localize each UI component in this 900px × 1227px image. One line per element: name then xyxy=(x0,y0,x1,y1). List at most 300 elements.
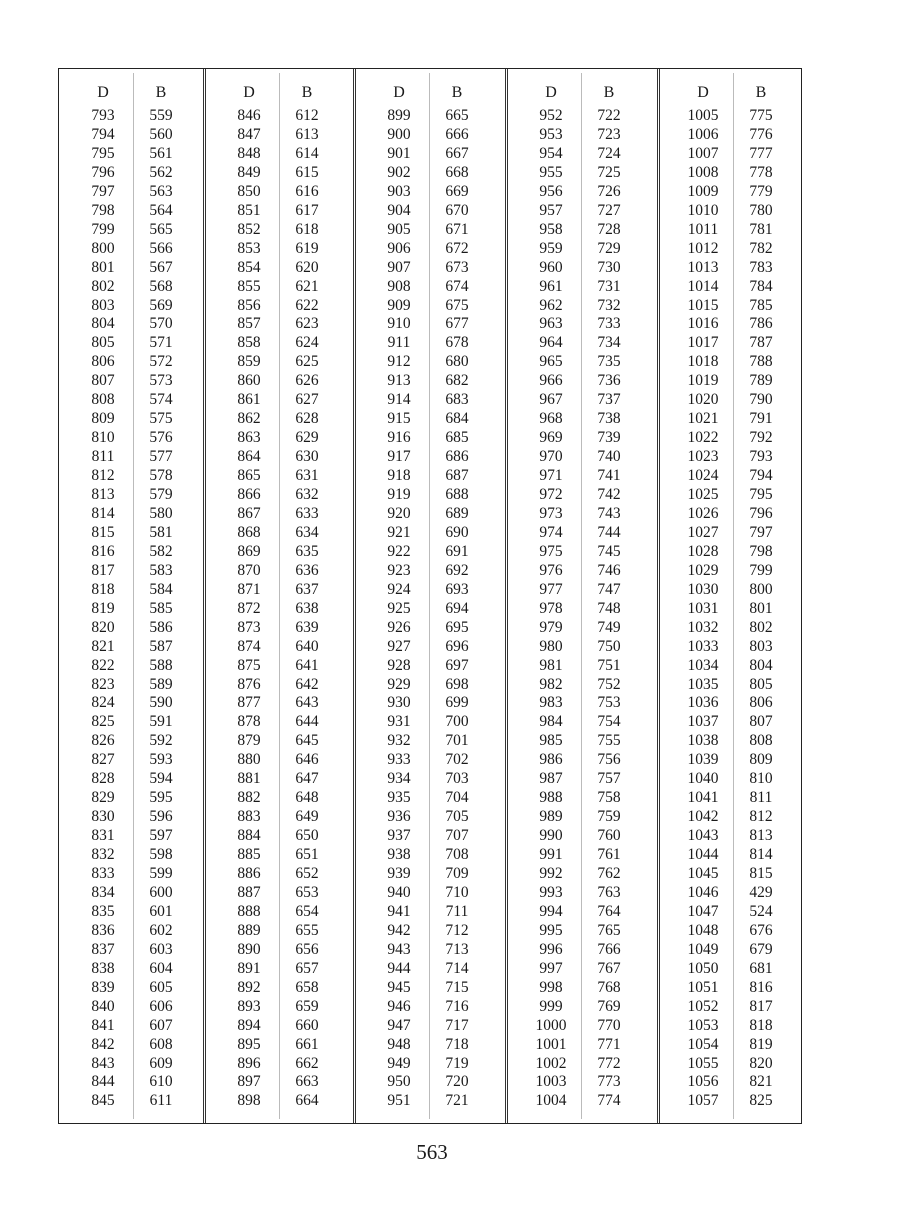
cell-d: 993 xyxy=(539,883,563,901)
cell-d: 994 xyxy=(539,902,563,920)
cell-d: 1016 xyxy=(687,315,719,333)
cell-d: 992 xyxy=(539,865,563,882)
cell-b: 645 xyxy=(295,732,319,750)
cell-d: 1026 xyxy=(687,504,719,522)
cell-d: 814 xyxy=(91,504,115,522)
cell-d: 1030 xyxy=(687,580,719,598)
cell-d: 987 xyxy=(539,770,563,788)
column-divider xyxy=(733,73,734,1119)
cell-d: 933 xyxy=(387,751,411,769)
column-group xyxy=(659,69,805,1123)
cell-b: 632 xyxy=(295,486,319,503)
cell-d: 965 xyxy=(539,353,563,371)
cell-b: 769 xyxy=(597,997,621,1015)
cell-b: 561 xyxy=(149,144,173,162)
cell-d: 922 xyxy=(387,542,411,560)
cell-d: 872 xyxy=(237,599,261,617)
cell-d: 811 xyxy=(91,448,115,466)
cell-d: 794 xyxy=(91,125,115,143)
cell-b: 712 xyxy=(445,921,469,939)
cell-d: 887 xyxy=(237,883,261,901)
d-b-table xyxy=(58,68,802,1124)
cell-b: 798 xyxy=(749,542,773,560)
cell-d: 1044 xyxy=(687,846,719,864)
cell-d: 796 xyxy=(91,163,115,181)
cell-b: 721 xyxy=(445,1092,469,1110)
cell-b: 567 xyxy=(149,258,173,276)
cell-b: 759 xyxy=(597,808,621,826)
cell-b: 675 xyxy=(445,296,469,314)
cell-b: 780 xyxy=(749,201,773,219)
cell-b: 680 xyxy=(445,353,469,371)
cell-d: 826 xyxy=(91,732,115,750)
cell-b: 669 xyxy=(445,182,469,200)
cell-b: 570 xyxy=(149,315,173,333)
cell-b: 560 xyxy=(149,125,173,143)
cell-b: 639 xyxy=(295,618,319,636)
cell-d: 986 xyxy=(539,751,563,769)
cell-d: 800 xyxy=(91,239,115,257)
cell-b: 728 xyxy=(597,220,621,238)
cell-d: 863 xyxy=(237,429,261,447)
cell-d: 1021 xyxy=(687,410,719,428)
cell-d: 913 xyxy=(387,372,411,390)
cell-b: 636 xyxy=(295,561,319,579)
cell-d: 1049 xyxy=(687,940,719,958)
header-b: B xyxy=(155,84,167,101)
cell-d: 935 xyxy=(387,789,411,807)
cell-b: 609 xyxy=(149,1054,173,1072)
cell-b: 658 xyxy=(295,978,319,996)
cell-b: 650 xyxy=(295,827,319,845)
cell-d: 934 xyxy=(387,770,411,788)
cell-b: 599 xyxy=(149,865,173,882)
cell-b: 717 xyxy=(445,1016,469,1034)
cell-d: 868 xyxy=(237,523,261,541)
cell-b: 575 xyxy=(149,410,173,428)
cell-b: 775 xyxy=(749,107,773,124)
cell-d: 1010 xyxy=(687,201,719,219)
cell-d: 816 xyxy=(91,542,115,560)
cell-d: 1052 xyxy=(687,997,719,1015)
page-number: 563 xyxy=(416,1140,448,1164)
cell-b: 592 xyxy=(149,732,173,750)
cell-d: 936 xyxy=(387,808,411,826)
cell-d: 882 xyxy=(237,789,261,807)
cell-b: 591 xyxy=(149,713,173,731)
cell-b: 642 xyxy=(295,675,319,693)
cell-b: 694 xyxy=(445,599,469,617)
cell-d: 893 xyxy=(237,997,261,1015)
cell-b: 727 xyxy=(597,201,621,219)
cell-b: 821 xyxy=(749,1073,773,1091)
cell-d: 903 xyxy=(387,182,411,200)
cell-d: 970 xyxy=(539,448,563,466)
cell-b: 620 xyxy=(295,258,319,276)
cell-b: 585 xyxy=(149,599,173,617)
cell-d: 854 xyxy=(237,258,261,276)
cell-d: 825 xyxy=(91,713,115,731)
cell-d: 837 xyxy=(91,940,115,958)
cell-b: 764 xyxy=(597,902,621,920)
cell-b: 682 xyxy=(445,372,469,390)
cell-b: 652 xyxy=(295,865,319,882)
cell-d: 1041 xyxy=(687,789,719,807)
cell-d: 877 xyxy=(237,694,261,712)
cell-b: 750 xyxy=(597,637,621,655)
cell-d: 963 xyxy=(539,315,563,333)
cell-b: 704 xyxy=(445,789,469,807)
cell-b: 667 xyxy=(445,144,469,162)
cell-d: 919 xyxy=(387,486,411,503)
cell-b: 817 xyxy=(749,997,773,1015)
cell-b: 718 xyxy=(445,1035,469,1053)
cell-b: 816 xyxy=(749,978,773,996)
cell-b: 612 xyxy=(295,107,319,124)
cell-d: 967 xyxy=(539,391,563,409)
cell-b: 757 xyxy=(597,770,621,788)
cell-d: 815 xyxy=(91,523,115,541)
cell-b: 762 xyxy=(597,865,621,882)
cell-d: 940 xyxy=(387,883,411,901)
cell-b: 815 xyxy=(749,865,773,882)
cell-d: 890 xyxy=(237,940,261,958)
cell-b: 577 xyxy=(149,448,173,466)
cell-b: 781 xyxy=(749,220,773,238)
cell-b: 683 xyxy=(445,391,469,409)
cell-b: 752 xyxy=(597,675,621,693)
cell-d: 980 xyxy=(539,637,563,655)
cell-d: 955 xyxy=(539,163,563,181)
cell-d: 1022 xyxy=(687,429,719,447)
cell-d: 926 xyxy=(387,618,411,636)
cell-b: 641 xyxy=(295,656,319,674)
cell-b: 753 xyxy=(597,694,621,712)
cell-d: 969 xyxy=(539,429,563,447)
cell-d: 1024 xyxy=(687,467,719,485)
cell-b: 819 xyxy=(749,1035,773,1053)
cell-b: 801 xyxy=(749,599,773,617)
cell-b: 583 xyxy=(149,561,173,579)
cell-b: 734 xyxy=(597,334,621,352)
cell-b: 707 xyxy=(445,827,469,845)
cell-b: 618 xyxy=(295,220,319,238)
cell-b: 653 xyxy=(295,883,319,901)
cell-b: 749 xyxy=(597,618,621,636)
cell-b: 773 xyxy=(597,1073,621,1091)
cell-b: 579 xyxy=(149,486,173,503)
cell-d: 948 xyxy=(387,1035,411,1053)
cell-b: 638 xyxy=(295,599,319,617)
cell-d: 990 xyxy=(539,827,563,845)
cell-d: 886 xyxy=(237,865,261,882)
cell-b: 644 xyxy=(295,713,319,731)
cell-b: 702 xyxy=(445,751,469,769)
cell-b: 777 xyxy=(749,144,773,162)
cell-b: 791 xyxy=(749,410,773,428)
cell-d: 1038 xyxy=(687,732,719,750)
cell-b: 696 xyxy=(445,637,469,655)
cell-d: 923 xyxy=(387,561,411,579)
cell-b: 795 xyxy=(749,486,773,503)
cell-d: 960 xyxy=(539,258,563,276)
cell-d: 839 xyxy=(91,978,115,996)
header-d: D xyxy=(697,84,709,101)
cell-d: 901 xyxy=(387,144,411,162)
cell-d: 996 xyxy=(539,940,563,958)
cell-d: 945 xyxy=(387,978,411,996)
cell-d: 857 xyxy=(237,315,261,333)
cell-d: 840 xyxy=(91,997,115,1015)
cell-d: 801 xyxy=(91,258,115,276)
cell-d: 964 xyxy=(539,334,563,352)
cell-b: 738 xyxy=(597,410,621,428)
header-b: B xyxy=(603,84,615,101)
cell-d: 892 xyxy=(237,978,261,996)
cell-d: 939 xyxy=(387,865,411,882)
cell-b: 629 xyxy=(295,429,319,447)
group-divider xyxy=(353,69,356,1123)
cell-d: 1020 xyxy=(687,391,719,409)
cell-b: 698 xyxy=(445,675,469,693)
cell-d: 930 xyxy=(387,694,411,712)
cell-b: 679 xyxy=(749,940,773,958)
cell-d: 895 xyxy=(237,1035,261,1053)
cell-b: 559 xyxy=(149,107,173,124)
cell-b: 730 xyxy=(597,258,621,276)
cell-b: 806 xyxy=(749,694,773,712)
cell-b: 630 xyxy=(295,448,319,466)
cell-d: 832 xyxy=(91,846,115,864)
cell-b: 725 xyxy=(597,163,621,181)
cell-d: 1003 xyxy=(535,1073,567,1091)
cell-b: 578 xyxy=(149,467,173,485)
cell-d: 823 xyxy=(91,675,115,693)
cell-b: 754 xyxy=(597,713,621,731)
cell-b: 622 xyxy=(295,296,319,314)
cell-b: 562 xyxy=(149,163,173,181)
cell-b: 677 xyxy=(445,315,469,333)
cell-b: 793 xyxy=(749,448,773,466)
cell-b: 724 xyxy=(597,144,621,162)
cell-b: 710 xyxy=(445,883,469,901)
cell-b: 614 xyxy=(295,144,319,162)
cell-d: 805 xyxy=(91,334,115,352)
cell-d: 827 xyxy=(91,751,115,769)
cell-d: 1001 xyxy=(535,1035,567,1053)
cell-d: 952 xyxy=(539,107,563,124)
cell-b: 688 xyxy=(445,486,469,503)
cell-b: 726 xyxy=(597,182,621,200)
cell-d: 850 xyxy=(237,182,261,200)
cell-b: 729 xyxy=(597,239,621,257)
cell-b: 565 xyxy=(149,220,173,238)
cell-b: 598 xyxy=(149,846,173,864)
cell-d: 1009 xyxy=(687,182,719,200)
cell-b: 733 xyxy=(597,315,621,333)
cell-d: 984 xyxy=(539,713,563,731)
cell-b: 663 xyxy=(295,1073,319,1091)
cell-d: 859 xyxy=(237,353,261,371)
cell-d: 876 xyxy=(237,675,261,693)
cell-d: 795 xyxy=(91,144,115,162)
cell-d: 973 xyxy=(539,504,563,522)
cell-d: 999 xyxy=(539,997,563,1015)
cell-d: 846 xyxy=(237,107,261,124)
cell-d: 1007 xyxy=(687,144,719,162)
cell-b: 646 xyxy=(295,751,319,769)
cell-d: 1034 xyxy=(687,656,719,674)
cell-d: 856 xyxy=(237,296,261,314)
cell-b: 751 xyxy=(597,656,621,674)
cell-b: 662 xyxy=(295,1054,319,1072)
cell-d: 820 xyxy=(91,618,115,636)
cell-b: 568 xyxy=(149,277,173,295)
cell-d: 981 xyxy=(539,656,563,674)
column-divider xyxy=(279,73,280,1119)
column-divider xyxy=(133,73,134,1119)
cell-b: 767 xyxy=(597,959,621,977)
cell-b: 784 xyxy=(749,277,773,295)
cell-d: 954 xyxy=(539,144,563,162)
cell-b: 814 xyxy=(749,846,773,864)
cell-b: 429 xyxy=(749,883,773,901)
cell-b: 802 xyxy=(749,618,773,636)
cell-b: 616 xyxy=(295,182,319,200)
cell-b: 602 xyxy=(149,921,173,939)
cell-b: 761 xyxy=(597,846,621,864)
cell-b: 657 xyxy=(295,959,319,977)
cell-d: 982 xyxy=(539,675,563,693)
cell-b: 573 xyxy=(149,372,173,390)
cell-b: 746 xyxy=(597,561,621,579)
cell-b: 789 xyxy=(749,372,773,390)
cell-b: 607 xyxy=(149,1016,173,1034)
cell-b: 744 xyxy=(597,523,621,541)
cell-b: 624 xyxy=(295,334,319,352)
cell-b: 755 xyxy=(597,732,621,750)
cell-d: 847 xyxy=(237,125,261,143)
cell-b: 782 xyxy=(749,239,773,257)
cell-b: 660 xyxy=(295,1016,319,1034)
cell-d: 797 xyxy=(91,182,115,200)
cell-d: 907 xyxy=(387,258,411,276)
cell-d: 929 xyxy=(387,675,411,693)
cell-d: 861 xyxy=(237,391,261,409)
cell-b: 564 xyxy=(149,201,173,219)
cell-d: 1043 xyxy=(687,827,719,845)
header-b: B xyxy=(301,84,313,101)
cell-b: 563 xyxy=(149,182,173,200)
cell-b: 691 xyxy=(445,542,469,560)
cell-b: 605 xyxy=(149,978,173,996)
cell-d: 843 xyxy=(91,1054,115,1072)
cell-b: 597 xyxy=(149,827,173,845)
cell-d: 818 xyxy=(91,580,115,598)
cell-d: 1027 xyxy=(687,523,719,541)
cell-b: 603 xyxy=(149,940,173,958)
column-group xyxy=(507,69,653,1123)
cell-b: 674 xyxy=(445,277,469,295)
cell-d: 844 xyxy=(91,1073,115,1091)
cell-d: 881 xyxy=(237,770,261,788)
header-d: D xyxy=(97,84,109,101)
cell-b: 635 xyxy=(295,542,319,560)
cell-d: 904 xyxy=(387,201,411,219)
cell-b: 818 xyxy=(749,1016,773,1034)
cell-b: 666 xyxy=(445,125,469,143)
cell-d: 1012 xyxy=(687,239,719,257)
cell-d: 975 xyxy=(539,542,563,560)
cell-b: 779 xyxy=(749,182,773,200)
cell-d: 894 xyxy=(237,1016,261,1034)
cell-d: 867 xyxy=(237,504,261,522)
cell-d: 978 xyxy=(539,599,563,617)
cell-b: 586 xyxy=(149,618,173,636)
header-b: B xyxy=(755,84,767,101)
cell-d: 908 xyxy=(387,277,411,295)
cell-d: 946 xyxy=(387,997,411,1015)
cell-d: 976 xyxy=(539,561,563,579)
header-b: B xyxy=(451,84,463,101)
cell-d: 862 xyxy=(237,410,261,428)
cell-b: 659 xyxy=(295,997,319,1015)
cell-d: 1008 xyxy=(687,163,719,181)
cell-b: 799 xyxy=(749,561,773,579)
cell-d: 865 xyxy=(237,467,261,485)
cell-b: 813 xyxy=(749,827,773,845)
cell-b: 809 xyxy=(749,751,773,769)
cell-d: 849 xyxy=(237,163,261,181)
cell-b: 732 xyxy=(597,296,621,314)
cell-b: 594 xyxy=(149,770,173,788)
cell-b: 672 xyxy=(445,239,469,257)
cell-b: 787 xyxy=(749,334,773,352)
cell-d: 798 xyxy=(91,201,115,219)
cell-b: 651 xyxy=(295,846,319,864)
cell-d: 918 xyxy=(387,467,411,485)
cell-b: 689 xyxy=(445,504,469,522)
cell-b: 610 xyxy=(149,1073,173,1091)
cell-b: 678 xyxy=(445,334,469,352)
cell-d: 1042 xyxy=(687,808,719,826)
cell-d: 909 xyxy=(387,296,411,314)
column-divider xyxy=(581,73,582,1119)
cell-d: 912 xyxy=(387,353,411,371)
cell-b: 745 xyxy=(597,542,621,560)
cell-b: 825 xyxy=(749,1092,773,1110)
column-group xyxy=(59,69,205,1123)
cell-d: 874 xyxy=(237,637,261,655)
cell-b: 566 xyxy=(149,239,173,257)
cell-b: 590 xyxy=(149,694,173,712)
cell-d: 858 xyxy=(237,334,261,352)
cell-d: 1005 xyxy=(687,107,719,124)
cell-d: 957 xyxy=(539,201,563,219)
cell-b: 705 xyxy=(445,808,469,826)
cell-d: 1045 xyxy=(687,865,719,882)
cell-b: 574 xyxy=(149,391,173,409)
cell-b: 788 xyxy=(749,353,773,371)
cell-d: 902 xyxy=(387,163,411,181)
cell-b: 584 xyxy=(149,580,173,598)
cell-d: 803 xyxy=(91,296,115,314)
cell-d: 1028 xyxy=(687,542,719,560)
cell-b: 595 xyxy=(149,789,173,807)
cell-d: 1015 xyxy=(687,296,719,314)
cell-d: 852 xyxy=(237,220,261,238)
cell-b: 593 xyxy=(149,751,173,769)
